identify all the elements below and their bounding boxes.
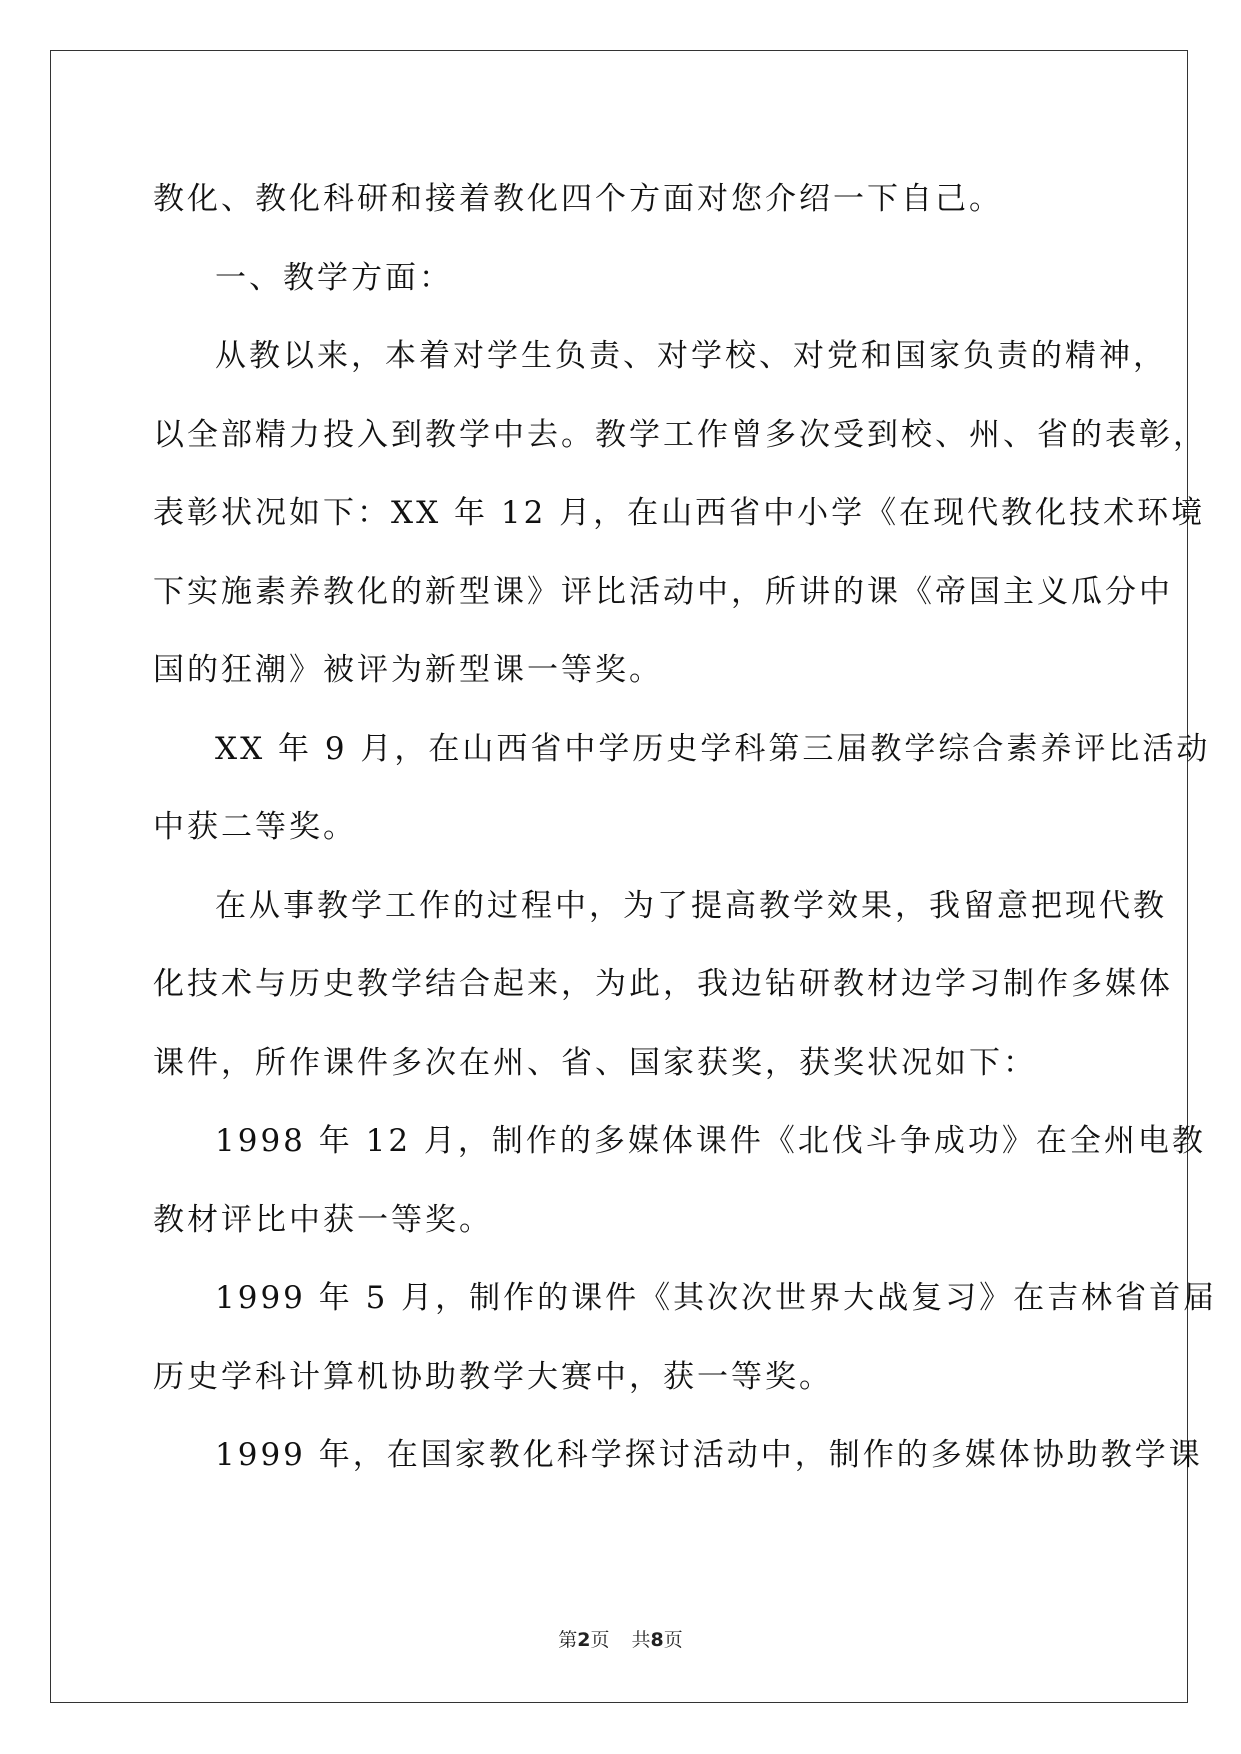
section-heading-teaching: 一、教学方面： bbox=[215, 259, 453, 296]
text-line-16: 历史学科计算机协助教学大赛中，获一等奖。 bbox=[153, 1358, 833, 1395]
page-suffix: 页 bbox=[590, 1629, 610, 1651]
total-suffix: 页 bbox=[663, 1629, 683, 1651]
text-line-5: 表彰状况如下：XX 年 12 月，在山西省中小学《在现代教化技术环境 bbox=[153, 495, 1206, 531]
text-line-9: 中获二等奖。 bbox=[153, 809, 357, 845]
text-line-14: 教材评比中获一等奖。 bbox=[153, 1201, 493, 1238]
text-line-15: 1999 年 5 月，制作的课件《其次次世界大战复习》在吉林省首届 bbox=[215, 1280, 1218, 1316]
text-line-1: 教化、教化科研和接着教化四个方面对您介绍一下自己。 bbox=[153, 181, 1003, 217]
total-prefix: 共 bbox=[631, 1629, 651, 1651]
text-line-4: 以全部精力投入到教学中去。教学工作曾多次受到校、州、省的表彰， bbox=[153, 416, 1207, 453]
document-body bbox=[153, 160, 1218, 1495]
text-line-7: 国的狂潮》被评为新型课一等奖。 bbox=[153, 652, 663, 688]
text-line-6: 下实施素养教化的新型课》评比活动中，所讲的课《帝国主义瓜分中 bbox=[153, 573, 1173, 610]
page-current-number: 2 bbox=[577, 1629, 591, 1651]
text-line-13: 1998 年 12 月，制作的多媒体课件《北伐斗争成功》在全州电教 bbox=[215, 1123, 1206, 1159]
text-line-3: 从教以来，本着对学生负责、对学校、对党和国家负责的精神， bbox=[215, 338, 1167, 374]
text-line-8: XX 年 9 月，在山西省中学历史学科第三届教学综合素养评比活动 bbox=[215, 730, 1211, 767]
text-line-11: 化技术与历史教学结合起来，为此，我边钻研教材边学习制作多媒体 bbox=[153, 966, 1173, 1002]
text-line-17: 1999 年，在国家教化科学探讨活动中，制作的多媒体协助教学课 bbox=[215, 1437, 1203, 1473]
page-footer bbox=[0, 1625, 1241, 1652]
page-total-number: 8 bbox=[650, 1629, 664, 1651]
text-line-10: 在从事教学工作的过程中，为了提高教学效果，我留意把现代教 bbox=[215, 887, 1167, 924]
text-line-12: 课件，所作课件多次在州、省、国家获奖，获奖状况如下： bbox=[153, 1044, 1037, 1081]
page-prefix: 第 bbox=[558, 1629, 578, 1651]
